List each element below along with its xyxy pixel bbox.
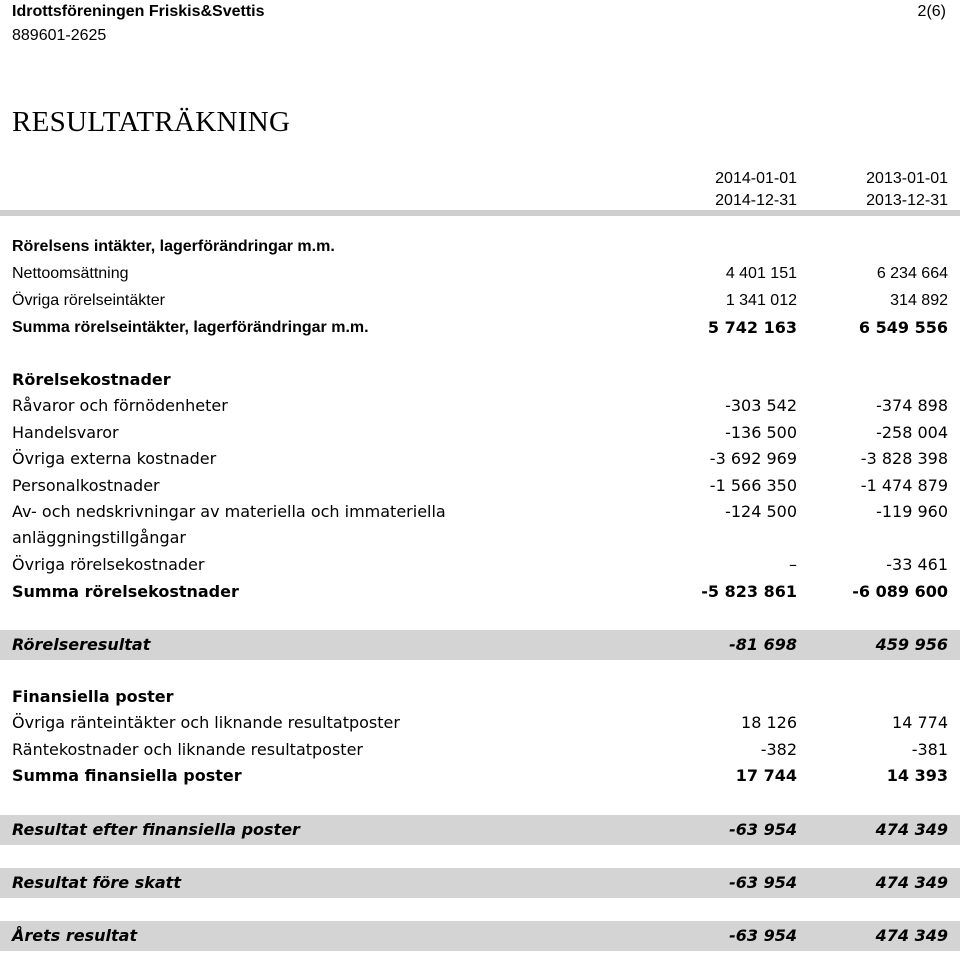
table-row [0,737,960,763]
period-2013 [808,168,948,212]
value-2013: 474 349 [875,873,948,892]
row-label: Råvaror och förnödenheter [12,396,228,415]
total-row-expenses [0,579,960,605]
value-2013: -258 004 [876,423,948,442]
value-2014: -63 954 [729,820,797,839]
table-row [0,446,960,472]
value-2013: 314 892 [890,292,948,309]
value-2013: 14 393 [886,766,948,785]
value-2014: -3 692 969 [709,449,797,468]
value-2014: -303 542 [725,396,797,415]
document-header [12,0,265,48]
table-row [0,499,960,551]
row-label: Personalkostnader [12,476,160,495]
year-result-row [0,921,960,951]
total-row-revenue [0,315,960,341]
value-2014: 4 401 151 [725,265,797,282]
value-2013: -119 960 [876,502,948,521]
row-label: Summa rörelseintäkter, lagerförändringar m.m. [12,319,369,336]
total-row-financial [0,763,960,789]
value-2013: 6 549 556 [858,318,948,337]
value-2014: -382 [760,740,797,759]
table-row [0,261,960,287]
value-2013: 474 349 [875,820,948,839]
row-label: Övriga ränteintäkter och liknande resultatposter [12,713,400,732]
row-label: Övriga rörelsekostnader [12,555,205,574]
value-2014: -63 954 [729,873,797,892]
table-row [0,552,960,578]
row-label: Summa finansiella poster [12,766,242,785]
period-2014-to: 2014-12-31 [715,192,797,209]
row-label: Resultat före skatt [12,873,181,892]
period-2013-from: 2013-01-01 [866,170,948,187]
page-number: 2(6) [917,3,946,20]
operating-result-row [0,630,960,660]
value-2014: -5 823 861 [701,582,797,601]
section-heading-financial: Finansiella poster [12,687,174,706]
row-label: Övriga externa kostnader [12,449,217,468]
value-2014: -81 698 [729,635,797,654]
value-2014: 17 744 [735,766,797,785]
period-2013-to: 2013-12-31 [866,192,948,209]
row-label: Summa rörelsekostnader [12,582,239,601]
row-label: Nettoomsättning [12,265,129,282]
period-2014 [657,168,797,212]
section-heading-revenue: Rörelsens intäkter, lagerförändringar m.m. [12,238,335,255]
organization-name: Idrottsföreningen Friskis&Svettis [12,3,265,20]
value-2013: -381 [911,740,948,759]
organization-number: 889601-2625 [12,27,107,44]
value-2014: 1 341 012 [725,292,797,309]
table-row [0,288,960,314]
period-2014-from: 2014-01-01 [715,170,797,187]
table-row [0,710,960,736]
value-2014: 18 126 [741,713,797,732]
row-label-continued: anläggningstillgångar [12,528,186,547]
page-title: RESULTATRÄKNING [12,106,291,138]
value-2014: 5 742 163 [707,318,797,337]
row-label: Handelsvaror [12,423,119,442]
value-2014: – [789,555,797,574]
result-after-financial-row [0,815,960,845]
row-label: Övriga rörelseintäkter [12,292,165,309]
table-row [0,393,960,419]
value-2013: -3 828 398 [860,449,948,468]
value-2013: -6 089 600 [852,582,948,601]
value-2013: 474 349 [875,926,948,945]
section-heading-expenses: Rörelsekostnader [12,370,171,389]
row-label: Resultat efter finansiella poster [12,820,300,839]
row-label: Av- och nedskrivningar av materiella och immateriella [12,502,446,521]
value-2013: -1 474 879 [860,476,948,495]
value-2013: -374 898 [876,396,948,415]
value-2013: 459 956 [875,635,948,654]
value-2014: -1 566 350 [709,476,797,495]
row-label: Räntekostnader och liknande resultatposter [12,740,363,759]
value-2013: 6 234 664 [876,265,948,282]
row-label: Rörelseresultat [12,635,151,654]
value-2014: -63 954 [729,926,797,945]
table-row [0,473,960,499]
row-label: Årets resultat [12,926,138,945]
header-divider [0,210,960,216]
value-2014: -136 500 [725,423,797,442]
value-2013: 14 774 [892,713,948,732]
value-2013: -33 461 [886,555,948,574]
table-row [0,420,960,446]
result-before-tax-row [0,868,960,898]
value-2014: -124 500 [725,502,797,521]
